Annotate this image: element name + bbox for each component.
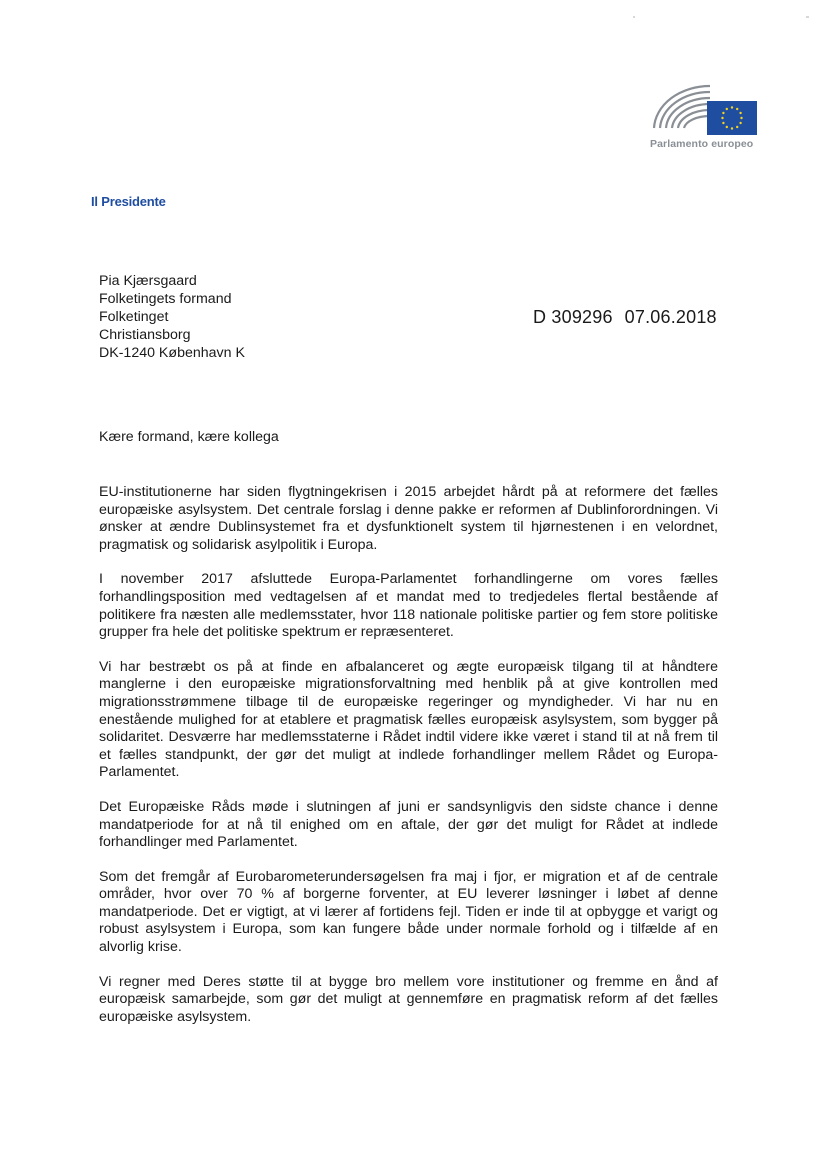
recipient-line: Christiansborg bbox=[99, 327, 191, 343]
body-paragraph: Det Europæiske Råds møde i slutningen af juni er sandsynligvis den sidste chance i denne mandatperiode for at nå til enighed om en aftale, der gør det muligt for Rådet at indlede forhandlinger med Parlamentet. bbox=[99, 798, 718, 851]
body-paragraph: Som det fremgår af Eurobarometerundersøgelsen fra maj i fjor, er migration et af de centrale områder, hvor over 70 % af borgerne forventer, at EU leverer løsninger i løbet af denne mandatperiode. Det er vigtigt, at vi lærer af fortidens fejl. Tiden er inde til at opbygge et varigt og robust asylsystem i Europa, som kan fungere både under normale forhold og i tilfælde af en alvorlig krise. bbox=[99, 868, 718, 956]
letter-body bbox=[99, 484, 718, 1043]
european-parliament-logo bbox=[650, 80, 762, 152]
reference-date: 07.06.2018 bbox=[624, 307, 717, 327]
salutation: Kære formand, kære kollega bbox=[99, 429, 279, 445]
scan-speck bbox=[806, 16, 809, 18]
parliament-hemicycle-flag-icon bbox=[650, 80, 762, 138]
recipient-line: Folketinget bbox=[99, 309, 169, 325]
reference-block bbox=[533, 307, 717, 328]
institution-name: Parlamento europeo bbox=[650, 138, 754, 150]
body-paragraph: EU-institutionerne har siden flygtningekrisen i 2015 arbejdet hårdt på at reformere det fælles europæiske asylsystem. Det centrale forslag i denne pakke er reformen af Dublinforordningen. Vi ønsker at ændre Dublinsystemet fra et dysfunktionelt system til hjørnestenen i en velordnet, pragmatisk og solidarisk asylpolitik i Europa. bbox=[99, 484, 718, 553]
body-paragraph: I november 2017 afsluttede Europa-Parlamentet forhandlingerne om vores fælles forhandlingsposition med vedtagelsen af et mandat med to tredjedeles flertal bestående af politikere fra næsten alle medlemsstater, hvor 118 nationale politiske partier og fem store politiske grupper fra hele det politiske spektrum er repræsenteret. bbox=[99, 571, 718, 641]
recipient-address bbox=[99, 272, 245, 362]
body-paragraph: Vi har bestræbt os på at finde en afbalanceret og ægte europæisk tilgang til at håndtere manglerne i den europæiske migrationsforvaltning med henblik på at give kontrollen med migrationsstrømmene tilbage til de europæiske regeringer og myndigheder. Vi har nu en enestående mulighed for at etablere et pragmatisk fælles europæisk asylsystem, som bygger på solidaritet. Desværre har medlemsstaterne i Rådet indtil videre ikke været i stand til at nå frem til et fælles standpunkt, der gør det muligt at indlede forhandlinger mellem Rådet og Europa-Parlamentet. bbox=[99, 658, 718, 781]
scan-speck bbox=[633, 16, 635, 18]
recipient-line: DK-1240 København K bbox=[99, 345, 245, 361]
recipient-line: Folketingets formand bbox=[99, 291, 232, 307]
office-title: Il Presidente bbox=[91, 194, 166, 209]
body-paragraph: Vi regner med Deres støtte til at bygge bro mellem vore institutioner og fremme en ånd af europæisk samarbejde, som gør det muligt at gennemføre en pragmatisk reform af det fælles europæiske asylsystem. bbox=[99, 973, 718, 1025]
reference-number: D 309296 bbox=[533, 307, 613, 327]
recipient-line: Pia Kjærsgaard bbox=[99, 273, 197, 289]
